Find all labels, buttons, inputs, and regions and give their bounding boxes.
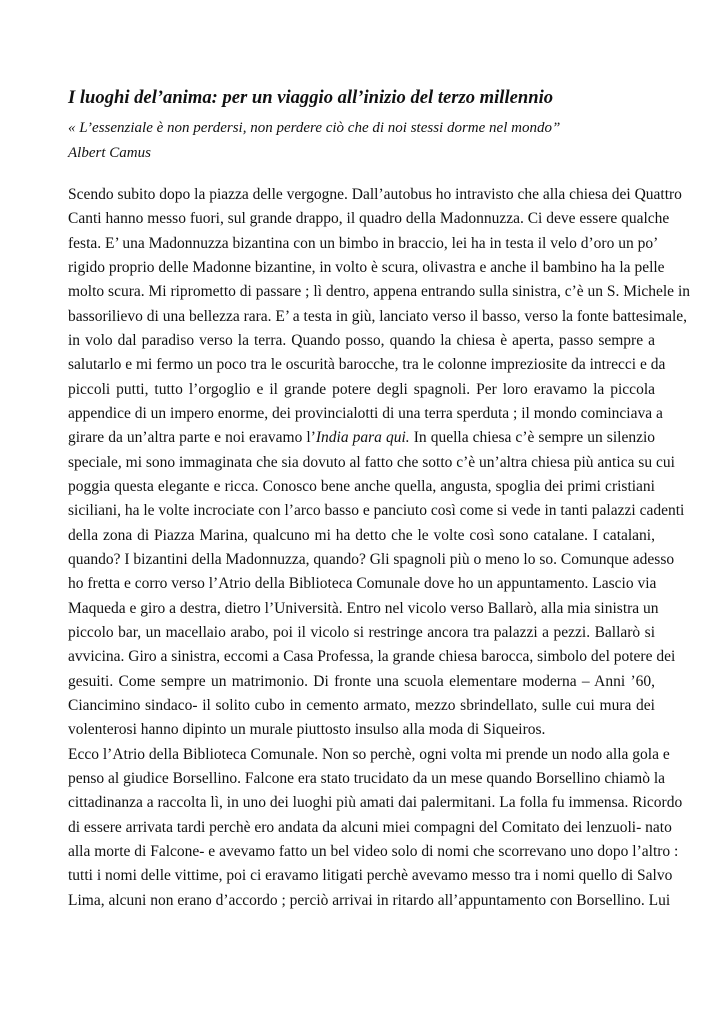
body-line — [68, 426, 655, 450]
body-line: Scendo subito dopo la piazza delle vergogne. Dall’autobus ho intravisto che alla chiesa dei Quattro — [68, 186, 682, 203]
epigraph-quote: « L’essenziale è non perdersi, non perdere ciò che di noi stessi dorme nel mondo” — [68, 120, 561, 136]
body-line-start: girare da un’altra parte e noi eravamo l’ — [68, 429, 316, 447]
epigraph-author: Albert Camus — [68, 145, 151, 161]
body-line: appendice di un impero enorme, dei provincialotti di una terra sperduta ; il mondo cominciava a — [68, 404, 663, 422]
body-line: piccoli putti, tutto l’orgoglio e il grande potere degli spagnoli. Per loro eravamo la piccola — [68, 380, 655, 398]
body-line: siciliani, ha le volte incrociate con l’arco basso e panciuto così come si vede in tanti palazzi cadenti — [68, 502, 685, 520]
document-title: I luoghi del’anima: per un viaggio all’inizio del terzo millennio — [68, 87, 554, 108]
italic-phrase: India para qui. — [315, 429, 410, 447]
body-line: Ecco l’Atrio della Biblioteca Comunale. Non so perchè, ogni volta mi prende un nodo alla gola e — [68, 745, 670, 763]
body-line: speciale, mi sono immaginata che sia dovuto al fatto che sotto c’è un’altra chiesa più antica su cui — [68, 453, 675, 471]
body-line: penso al giudice Borsellino. Falcone era stato trucidato da un mese quando Borsellino chiamò la — [68, 769, 666, 787]
body-line: volenterosi hanno dipinto un murale piuttosto insulso alla moda di Siqueiros. — [68, 721, 546, 739]
body-line: festa. E’ una Madonnuzza bizantina con un bimbo in braccio, lei ha in testa il velo d’oro un po’ — [68, 234, 659, 252]
body-line-end: In quella chiesa c’è sempre un silenzio — [409, 429, 656, 447]
body-line: Lima, alcuni non erano d’accordo ; perciò arrivai in ritardo all’appuntamento con Borsellino. Lui — [68, 891, 671, 909]
body-line: Maqueda e giro a destra, dietro l’Università. Entro nel vicolo verso Ballarò, alla mia sinistra un — [68, 599, 659, 617]
body-line: piccolo bar, un macellaio arabo, poi il vicolo si restringe ancora tra palazzi a pezzi. Ballarò si — [68, 623, 655, 641]
body-line: molto scura. Mi riprometto di passare ; lì dentro, appena entrando sulla sinistra, c’è un S. Michele in — [68, 283, 690, 301]
body-line: cittadinanza a raccolta lì, in uno dei luoghi più amati dai palermitani. La folla fu immensa. Ricordo — [68, 794, 683, 812]
body-line: tutti i nomi delle vittime, poi ci eravamo litigati perchè avevamo messo tra i nomi quello di Salvo — [68, 867, 673, 885]
body-line: alla morte di Falcone- e avevamo fatto un bel video solo di nomi che scorrevano uno dopo l’altro : — [68, 842, 679, 860]
body-text — [68, 183, 690, 913]
body-line: avvicina. Giro a sinistra, eccomi a Casa Professa, la grande chiesa barocca, simbolo del potere dei — [68, 648, 676, 666]
body-line: di essere arrivata tardi perchè ero andata da alcuni miei compagni del Comitato dei lenzuoli- nato — [68, 818, 672, 836]
body-line: rigido proprio delle Madonne bizantine, in volto è scura, olivastra e anche il bambino ha la pelle — [68, 258, 665, 276]
body-line: ho fretta e corro verso l’Atrio della Biblioteca Comunale dove ho un appuntamento. Lascio via — [68, 575, 657, 593]
body-line: bassorilievo di una bellezza rara. E’ a testa in giù, lanciato verso il basso, verso la fonte battesimale, — [68, 307, 688, 325]
body-line: salutarlo e mi fermo un poco tra le oscurità barocche, tra le colonne impreziosite da intrecci e da — [68, 356, 666, 374]
body-line: Ciancimino sindaco- il solito cubo in cemento armato, mezzo sbrindellato, sulle cui mura dei — [68, 696, 655, 714]
body-line: in volo dal paradiso verso la terra. Quando posso, quando la chiesa è aperta, passo sempre a — [68, 331, 655, 349]
body-line: Canti hanno messo fuori, sul grande drappo, il quadro della Madonnuzza. Ci deve essere qualche — [68, 210, 670, 228]
body-line: della zona di Piazza Marina, qualcuno mi ha detto che le volte così sono catalane. I catalani, — [68, 526, 655, 544]
body-line: poggia questa elegante e ricca. Conosco bene anche quella, angusta, spoglia dei primi cristiani — [68, 477, 655, 495]
body-line: quando? I bizantini della Madonnuzza, quando? Gli spagnoli più o meno lo so. Comunque adesso — [68, 550, 675, 568]
body-line: gesuiti. Come sempre un matrimonio. Di fronte una scuola elementare moderna – Anni ’60, — [68, 672, 655, 690]
